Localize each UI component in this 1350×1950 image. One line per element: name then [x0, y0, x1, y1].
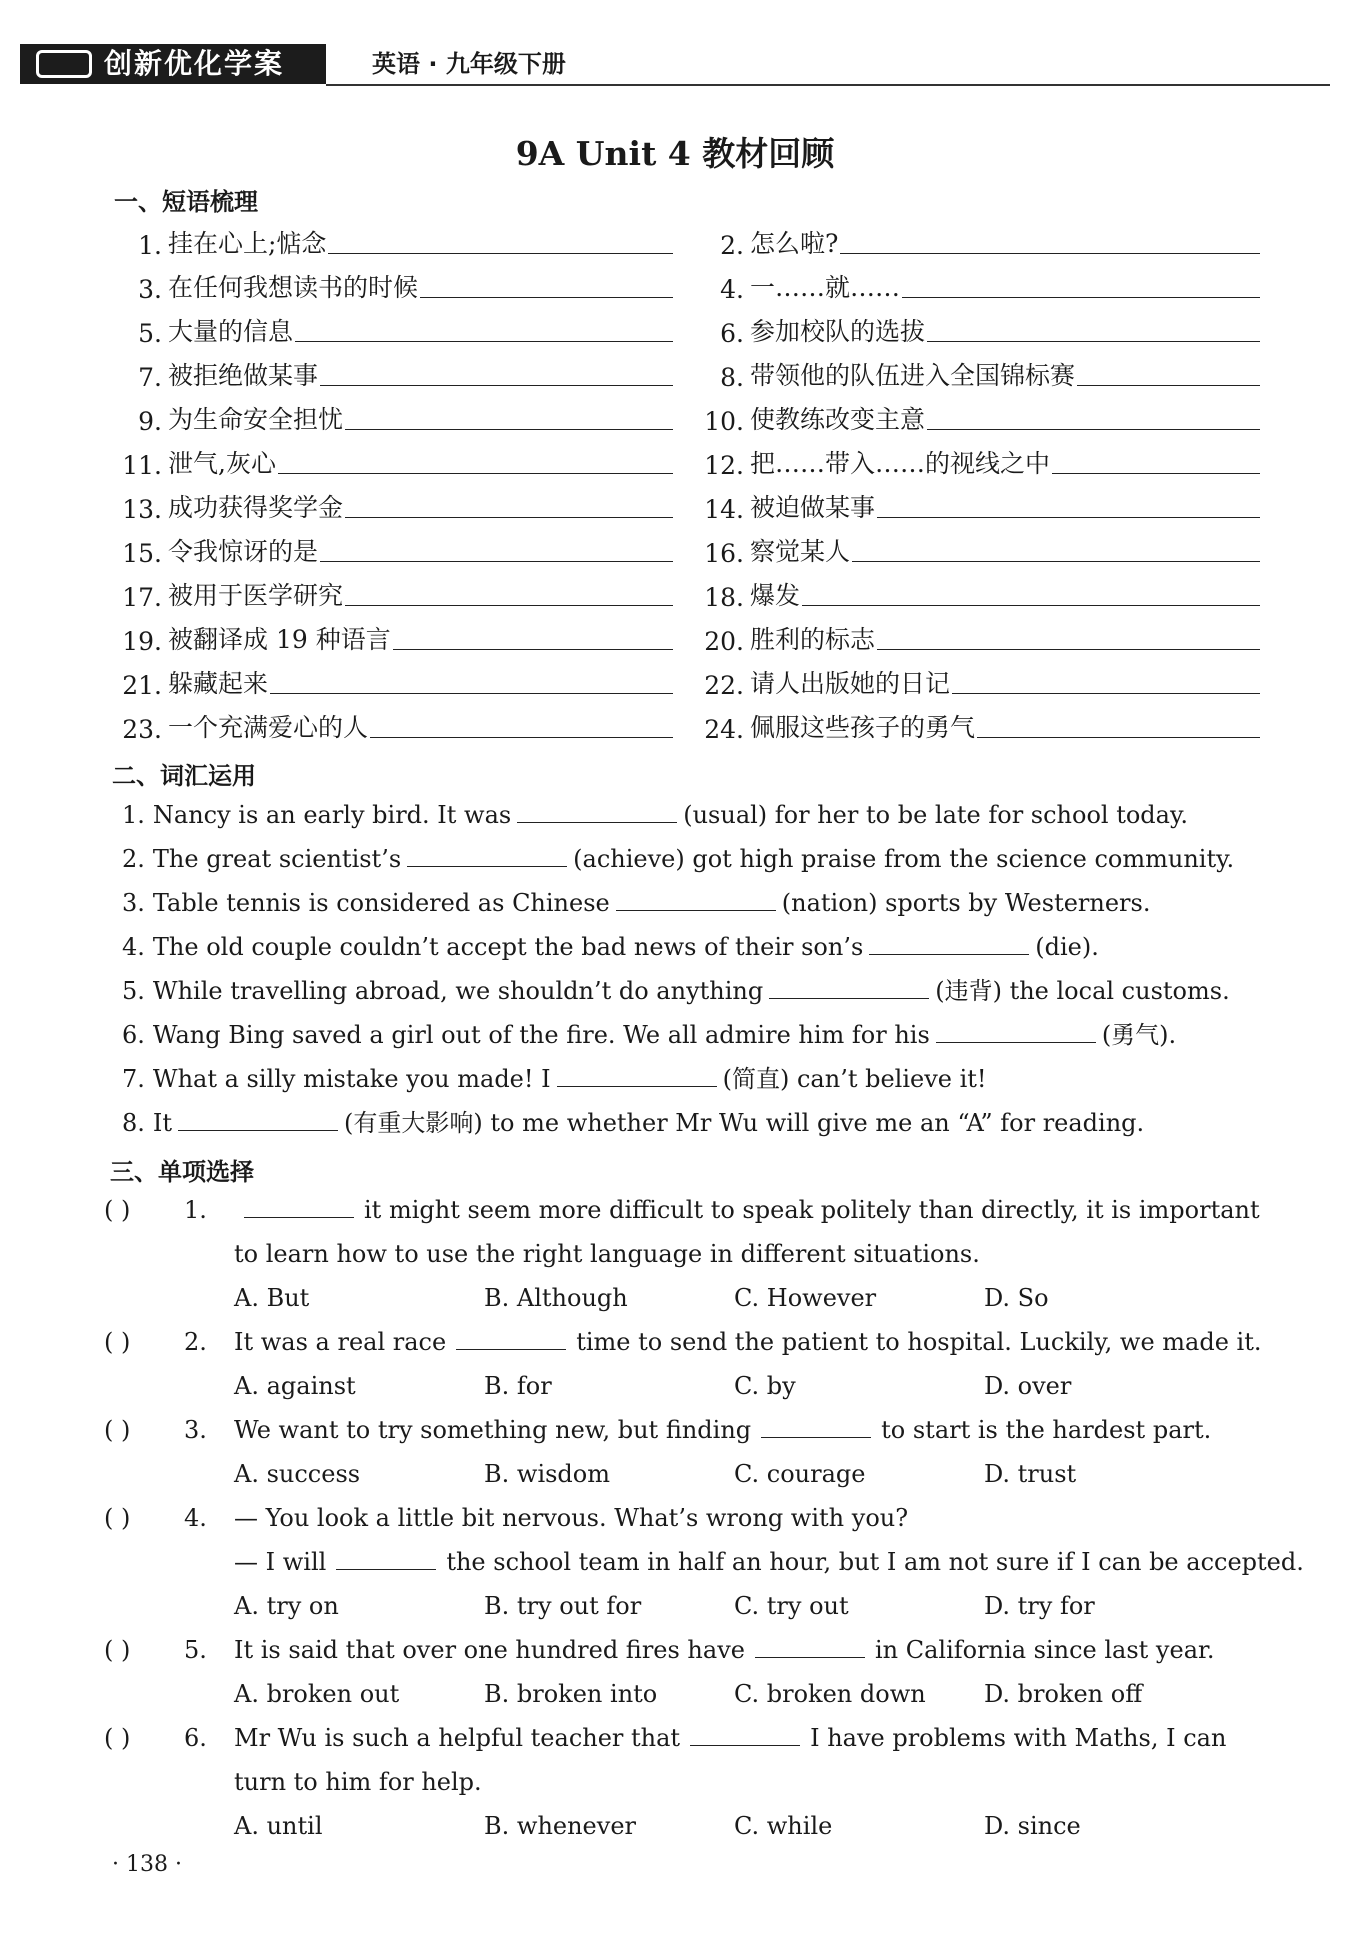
question-stem	[234, 1410, 1211, 1450]
phrase-item	[700, 616, 1260, 656]
phrase-text: 察觉某人	[750, 537, 851, 566]
stem-start: We want to try something new, but finding	[234, 1416, 752, 1444]
question-line	[104, 1410, 1254, 1454]
answer-option[interactable]: B. for	[484, 1372, 552, 1400]
sentence-end: (违背) the local customs.	[935, 977, 1230, 1005]
answer-option[interactable]: D. So	[984, 1284, 1049, 1312]
phrase-item	[118, 308, 673, 348]
answer-blank[interactable]	[244, 1193, 354, 1218]
reply-start: — I will	[234, 1548, 327, 1576]
phrase-number: 19.	[122, 627, 162, 656]
phrase-number: 1.	[138, 231, 162, 260]
phrase-text: 爆发	[750, 581, 801, 610]
phrase-item	[118, 352, 673, 392]
phrase-text: 一……就……	[750, 273, 901, 302]
answer-blank[interactable]	[456, 1325, 566, 1350]
subject-label: 英语 · 九年级下册	[372, 50, 566, 78]
phrase-text: 成功获得奖学金	[168, 493, 344, 522]
question-line	[104, 1762, 1254, 1806]
item-number: 1.	[122, 801, 145, 829]
section-heading-vocabulary: 二、词汇运用	[112, 762, 256, 790]
phrase-number: 11.	[122, 451, 162, 480]
answer-parentheses[interactable]: ( )	[104, 1504, 131, 1532]
phrase-item	[118, 704, 673, 744]
answer-option[interactable]: C. while	[734, 1812, 833, 1840]
phrase-number: 4.	[720, 275, 744, 304]
phrase-text: 一个充满爱心的人	[168, 713, 369, 742]
question	[104, 1498, 1304, 1630]
answer-parentheses[interactable]: ( )	[104, 1724, 131, 1752]
sentence-start: Nancy is an early bird. It was	[152, 801, 512, 829]
question-line	[104, 1630, 1254, 1674]
option-row	[104, 1674, 1254, 1718]
answer-option[interactable]: C. However	[734, 1284, 877, 1312]
phrase-item	[700, 264, 1260, 304]
question-line	[104, 1718, 1254, 1762]
answer-blank[interactable]	[869, 930, 1029, 955]
answer-option[interactable]: D. trust	[984, 1460, 1077, 1488]
phrase-text: 被用于医学研究	[168, 581, 344, 610]
item-number: 2.	[122, 845, 145, 873]
option-row	[104, 1278, 1254, 1322]
answer-option[interactable]: B. Although	[484, 1284, 628, 1312]
answer-line[interactable]	[1052, 472, 1260, 474]
question-number: 2.	[184, 1328, 207, 1356]
phrase-item	[700, 704, 1260, 744]
answer-line[interactable]	[295, 340, 673, 342]
sentence-start: The great scientist’s	[152, 845, 402, 873]
stem-end: I have problems with Maths, I can	[810, 1724, 1227, 1752]
question-line	[104, 1234, 1254, 1278]
phrase-number: 3.	[138, 275, 162, 304]
phrase-item	[700, 572, 1260, 612]
section-heading-phrases: 一、短语梳理	[114, 188, 258, 216]
answer-option[interactable]: C. courage	[734, 1460, 866, 1488]
sentence-end: (achieve) got high praise from the science community.	[573, 845, 1235, 873]
phrase-text: 令我惊讶的是	[168, 537, 319, 566]
item-number: 3.	[122, 889, 145, 917]
sentence-start: While travelling abroad, we shouldn’t do anything	[152, 977, 764, 1005]
answer-line[interactable]	[877, 648, 1260, 650]
answer-line[interactable]	[345, 604, 673, 606]
answer-line[interactable]	[877, 516, 1260, 518]
stem-start: It is said that over one hundred fires have	[234, 1636, 745, 1664]
phrase-text: 大量的信息	[168, 317, 294, 346]
question-line	[104, 1322, 1262, 1366]
question-line	[104, 1190, 1260, 1234]
sentence-end: (有重大影响) to me whether Mr Wu will give me an “A” for reading.	[344, 1109, 1145, 1137]
answer-option[interactable]: D. try for	[984, 1592, 1095, 1620]
phrase-text: 怎么啦?	[750, 229, 839, 258]
answer-option[interactable]: D. over	[984, 1372, 1072, 1400]
question-line	[104, 1498, 1254, 1542]
phrase-number: 13.	[122, 495, 162, 524]
answer-line[interactable]	[320, 384, 673, 386]
phrase-item	[118, 440, 673, 480]
phrase-number: 14.	[704, 495, 744, 524]
question-continuation: to learn how to use the right language in different situations.	[234, 1240, 980, 1268]
stem-end: it might seem more difficult to speak politely than directly, it is important	[364, 1196, 1260, 1224]
question-stem	[234, 1630, 1214, 1670]
brand-text: 创新优化学案	[104, 47, 285, 80]
item-number: 4.	[122, 933, 145, 961]
question-stem	[234, 1190, 1260, 1230]
stem-end: to start is the hardest part.	[881, 1416, 1212, 1444]
sentence-end: (nation) sports by Westerners.	[781, 889, 1151, 917]
answer-line[interactable]	[852, 560, 1260, 562]
page-number: · 138 ·	[112, 1852, 182, 1877]
question-stem	[234, 1322, 1261, 1362]
answer-option[interactable]: A. against	[234, 1372, 356, 1400]
answer-blank[interactable]	[616, 886, 776, 911]
question-number: 1.	[184, 1196, 207, 1224]
phrase-item	[700, 484, 1260, 524]
option-row	[104, 1806, 1254, 1850]
question	[104, 1630, 1254, 1718]
sentence-start: Table tennis is considered as Chinese	[152, 889, 610, 917]
vocabulary-item	[122, 1059, 1252, 1099]
option-row	[104, 1454, 1254, 1498]
vocabulary-item	[122, 883, 1252, 923]
stem-start: It was a real race	[234, 1328, 447, 1356]
phrase-number: 10.	[704, 407, 744, 436]
answer-line[interactable]	[977, 736, 1260, 738]
stem-end: time to send the patient to hospital. Luckily, we made it.	[576, 1328, 1262, 1356]
answer-blank[interactable]	[690, 1721, 800, 1746]
phrase-number: 20.	[704, 627, 744, 656]
answer-parentheses[interactable]: ( )	[104, 1328, 131, 1356]
phrase-item	[700, 440, 1260, 480]
answer-line[interactable]	[393, 648, 673, 650]
answer-option[interactable]: A. try on	[234, 1592, 339, 1620]
brand-logo	[20, 44, 326, 84]
phrase-number: 15.	[122, 539, 162, 568]
phrase-number: 8.	[720, 363, 744, 392]
answer-blank[interactable]	[178, 1106, 338, 1131]
answer-line[interactable]	[902, 296, 1260, 298]
question	[104, 1718, 1254, 1850]
page-title: 9A Unit 4 教材回顾	[515, 134, 835, 173]
phrase-text: 被拒绝做某事	[168, 361, 319, 390]
phrase-item	[118, 264, 673, 304]
answer-line[interactable]	[1077, 384, 1260, 386]
phrase-item	[700, 660, 1260, 700]
answer-option[interactable]: A. success	[234, 1460, 361, 1488]
answer-option[interactable]: B. broken into	[484, 1680, 658, 1708]
answer-line[interactable]	[345, 516, 673, 518]
phrase-number: 9.	[138, 407, 162, 436]
answer-option[interactable]: B. try out for	[484, 1592, 642, 1620]
answer-blank[interactable]	[336, 1545, 436, 1570]
question-number: 3.	[184, 1416, 207, 1444]
option-row	[104, 1586, 1254, 1630]
question-stem	[234, 1498, 908, 1538]
answer-blank[interactable]	[936, 1018, 1096, 1043]
phrase-text: 使教练改变主意	[750, 405, 926, 434]
answer-blank[interactable]	[407, 842, 567, 867]
question-stem	[234, 1718, 1226, 1758]
item-number: 7.	[122, 1065, 145, 1093]
phrase-text: 带领他的队伍进入全国锦标赛	[750, 361, 1076, 390]
phrase-item	[700, 396, 1260, 436]
vocabulary-item	[122, 927, 1252, 967]
phrase-number: 12.	[704, 451, 744, 480]
question	[104, 1190, 1260, 1322]
question-line	[104, 1542, 1304, 1586]
vocabulary-item	[122, 1103, 1252, 1143]
answer-line[interactable]	[270, 692, 673, 694]
phrase-number: 22.	[704, 671, 744, 700]
phrase-number: 23.	[122, 715, 162, 744]
phrase-number: 2.	[720, 231, 744, 260]
answer-line[interactable]	[320, 560, 673, 562]
answer-option[interactable]: C. broken down	[734, 1680, 926, 1708]
phrase-item	[118, 660, 673, 700]
phrase-item	[118, 396, 673, 436]
header-divider	[326, 84, 1330, 86]
sentence-end: (勇气).	[1101, 1021, 1177, 1049]
phrase-text: 把……带入……的视线之中	[750, 449, 1051, 478]
question-number: 6.	[184, 1724, 207, 1752]
stem-start: — You look a little bit nervous. What’s wrong with you?	[234, 1504, 909, 1532]
phrase-text: 胜利的标志	[750, 625, 876, 654]
answer-line[interactable]	[927, 340, 1260, 342]
answer-option[interactable]: D. since	[984, 1812, 1081, 1840]
answer-blank[interactable]	[769, 974, 929, 999]
phrase-item	[118, 528, 673, 568]
answer-line[interactable]	[370, 736, 673, 738]
answer-option[interactable]: D. broken off	[984, 1680, 1143, 1708]
brand-mark-icon	[36, 50, 92, 78]
phrase-number: 16.	[704, 539, 744, 568]
answer-blank[interactable]	[557, 1062, 717, 1087]
question	[104, 1410, 1254, 1498]
phrase-text: 被翻译成 19 种语言	[168, 625, 391, 654]
answer-parentheses[interactable]: ( )	[104, 1196, 131, 1224]
item-number: 6.	[122, 1021, 145, 1049]
sentence-start: It	[152, 1109, 173, 1137]
phrase-number: 18.	[704, 583, 744, 612]
vocabulary-item	[122, 839, 1252, 879]
phrase-number: 7.	[138, 363, 162, 392]
section-heading-multiple-choice: 三、单项选择	[110, 1158, 254, 1186]
question-number: 4.	[184, 1504, 207, 1532]
phrase-item	[118, 616, 673, 656]
phrase-text: 躲藏起来	[168, 669, 269, 698]
question-continuation	[234, 1542, 1304, 1582]
answer-blank[interactable]	[761, 1413, 871, 1438]
answer-line[interactable]	[952, 692, 1260, 694]
answer-option[interactable]: C. by	[734, 1372, 796, 1400]
phrase-number: 17.	[122, 583, 162, 612]
answer-option[interactable]: A. broken out	[234, 1680, 400, 1708]
answer-blank[interactable]	[517, 798, 677, 823]
question-continuation: turn to him for help.	[234, 1768, 482, 1796]
sentence-end: (die).	[1035, 933, 1099, 961]
phrase-text: 被迫做某事	[750, 493, 876, 522]
item-number: 8.	[122, 1109, 145, 1137]
phrase-text: 泄气,灰心	[168, 449, 276, 478]
answer-option[interactable]: A. But	[234, 1284, 310, 1312]
question-number: 5.	[184, 1636, 207, 1664]
phrase-text: 为生命安全担忧	[168, 405, 344, 434]
phrase-item	[118, 572, 673, 612]
reply-end: the school team in half an hour, but I am not sure if I can be accepted.	[446, 1548, 1304, 1576]
sentence-start: The old couple couldn’t accept the bad news of their son’s	[152, 933, 864, 961]
phrase-text: 请人出版她的日记	[750, 669, 951, 698]
sentence-end: (简直) can’t believe it!	[722, 1065, 987, 1093]
stem-end: in California since last year.	[874, 1636, 1215, 1664]
sentence-start: What a silly mistake you made! I	[152, 1065, 551, 1093]
vocabulary-item	[122, 795, 1252, 835]
question	[104, 1322, 1262, 1410]
phrase-text: 佩服这些孩子的勇气	[750, 713, 976, 742]
vocabulary-item	[122, 1015, 1252, 1055]
answer-option[interactable]: C. try out	[734, 1592, 849, 1620]
sentence-end: (usual) for her to be late for school today.	[683, 801, 1188, 829]
answer-option[interactable]: A. until	[234, 1812, 323, 1840]
phrase-number: 21.	[122, 671, 162, 700]
phrase-item	[118, 220, 673, 260]
phrase-number: 24.	[704, 715, 744, 744]
phrase-item	[700, 308, 1260, 348]
phrase-item	[700, 220, 1260, 260]
answer-option[interactable]: B. wisdom	[484, 1460, 610, 1488]
stem-start: Mr Wu is such a helpful teacher that	[234, 1724, 681, 1752]
page-header	[20, 44, 1330, 86]
sentence-start: Wang Bing saved a girl out of the fire. We all admire him for his	[152, 1021, 930, 1049]
answer-line[interactable]	[802, 604, 1260, 606]
vocabulary-item	[122, 971, 1252, 1011]
phrase-item	[700, 528, 1260, 568]
phrase-number: 5.	[138, 319, 162, 348]
option-row	[104, 1366, 1254, 1410]
phrase-text: 挂在心上;惦念	[168, 229, 327, 258]
answer-line[interactable]	[328, 252, 673, 254]
answer-line[interactable]	[840, 252, 1260, 254]
item-number: 5.	[122, 977, 145, 1005]
answer-line[interactable]	[927, 428, 1260, 430]
answer-line[interactable]	[345, 428, 673, 430]
answer-line[interactable]	[420, 296, 673, 298]
answer-line[interactable]	[278, 472, 673, 474]
phrase-item	[118, 484, 673, 524]
phrase-text: 在任何我想读书的时候	[168, 273, 419, 302]
answer-parentheses[interactable]: ( )	[104, 1416, 131, 1444]
answer-option[interactable]: B. whenever	[484, 1812, 636, 1840]
phrase-item	[700, 352, 1260, 392]
answer-parentheses[interactable]: ( )	[104, 1636, 131, 1664]
phrase-number: 6.	[720, 319, 744, 348]
phrase-text: 参加校队的选拔	[750, 317, 926, 346]
answer-blank[interactable]	[755, 1633, 865, 1658]
